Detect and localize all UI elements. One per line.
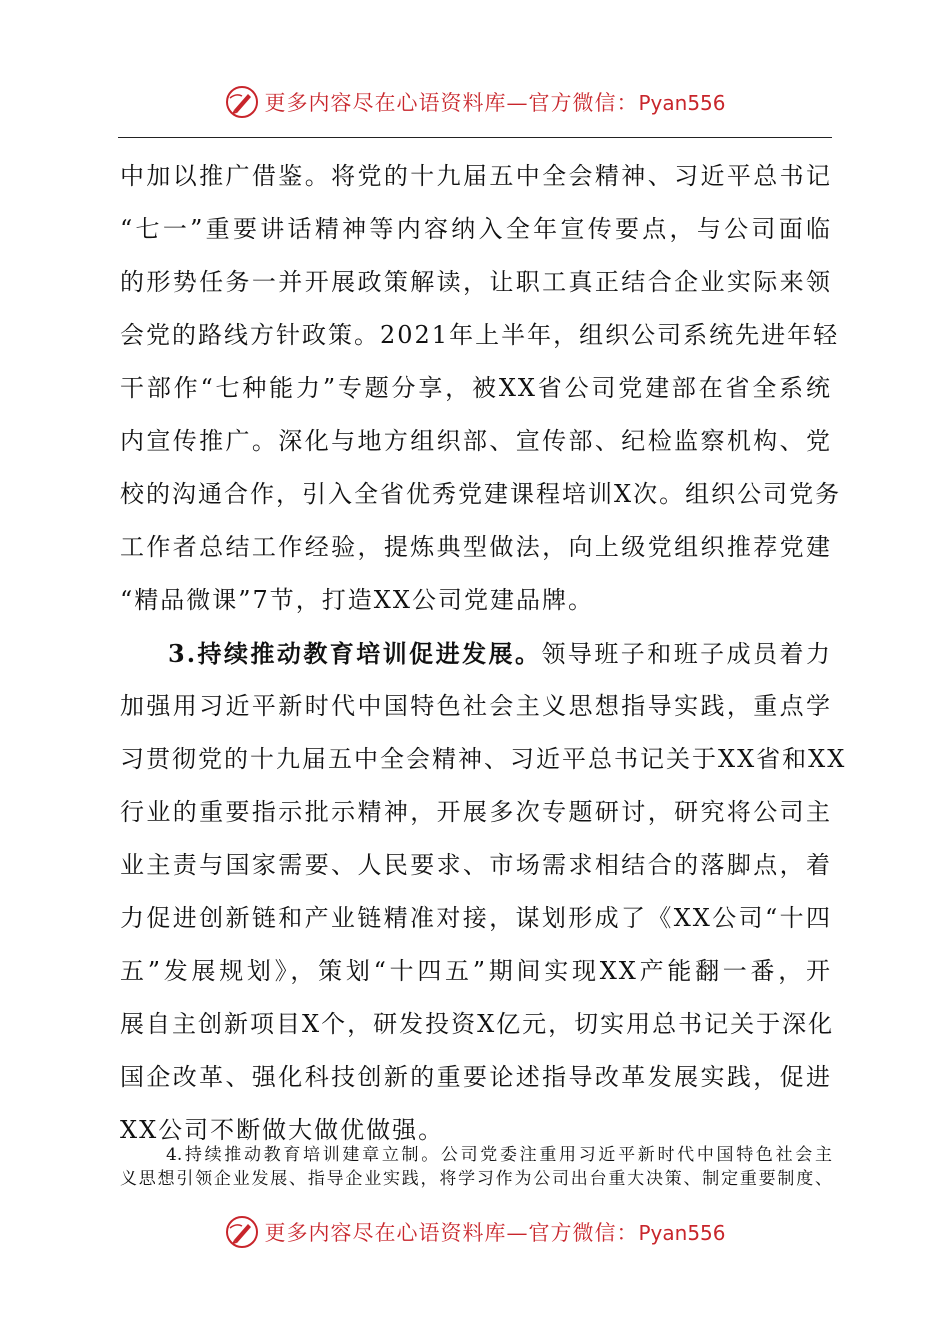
paragraph-2 (120, 627, 847, 1157)
header-text: 更多内容尽在心语资料库—官方微信：Pyan556 (264, 91, 726, 115)
text-line: 的形势任务一并开展政策解读，让职工真正结合企业实际来领 (120, 268, 832, 296)
text-line: 加强用习近平新时代中国特色社会主义思想指导实践，重点学 (120, 692, 832, 720)
text-line: 习贯彻党的十九届五中全会精神、习近平总书记关于XX省和XX (120, 745, 847, 773)
text-line: 中加以推广借鉴。将党的十九届五中全会精神、习近平总书记 (120, 162, 832, 190)
header-banner (0, 82, 950, 122)
text-line: 会党的路线方针政策。2021年上半年，组织公司系统先进年轻 (120, 321, 840, 349)
paragraph-3 (120, 1143, 832, 1191)
document-body (120, 150, 847, 1157)
text-line: 干部作“七种能力”专题分享，被XX省公司党建部在省全系统 (120, 374, 832, 402)
pen-logo-icon (224, 1214, 260, 1250)
text-line: 义思想引领企业发展、指导企业实践，将学习作为公司出台重大决策、制定重要制度、 (120, 1169, 832, 1189)
text-line: 展自主创新项目X个，研发投资X亿元，切实用总书记关于深化 (120, 1010, 835, 1038)
pen-logo-icon (224, 84, 260, 120)
text-line: 内宣传推广。深化与地方组织部、宣传部、纪检监察机构、党 (120, 427, 832, 455)
text-line: XX公司不断做大做优做强。 (120, 1116, 445, 1144)
text-line: 国企改革、强化科技创新的重要论述指导改革发展实践，促进 (120, 1063, 832, 1091)
header-rule (118, 137, 832, 138)
text-line: 3.持续推动教育培训促进发展。领导班子和班子成员着力 (168, 639, 832, 668)
header-wechat-id: Pyan556 (638, 91, 726, 115)
text-line: 校的沟通合作，引入全省优秀党建课程培训X次。组织公司党务 (120, 480, 842, 508)
footer-text: 更多内容尽在心语资料库—官方微信：Pyan556 (264, 1221, 726, 1245)
paragraph-1 (120, 150, 842, 627)
text-line: 力促进创新链和产业链精准对接，谋划形成了《XX公司“十四 (120, 904, 832, 932)
section-heading: 3.持续推动教育培训促进发展。 (168, 639, 542, 668)
text-line: 4.持续推动教育培训建章立制。公司党委注重用习近平新时代中国特色社会主 (166, 1145, 832, 1165)
text-line: 业主责与国家需要、人民要求、市场需求相结合的落脚点，着 (120, 851, 832, 879)
text-line: “七一”重要讲话精神等内容纳入全年宣传要点，与公司面临 (120, 215, 832, 243)
footer-banner (0, 1212, 950, 1252)
text-line: 工作者总结工作经验，提炼典型做法，向上级党组织推荐党建 (120, 533, 832, 561)
text-line: “精品微课”7节，打造XX公司党建品牌。 (120, 586, 594, 614)
footer-wechat-id: Pyan556 (638, 1221, 726, 1245)
text-line: 五”发展规划》，策划“十四五”期间实现XX产能翻一番，开 (120, 957, 832, 985)
text-line: 行业的重要指示批示精神，开展多次专题研讨，研究将公司主 (120, 798, 832, 826)
